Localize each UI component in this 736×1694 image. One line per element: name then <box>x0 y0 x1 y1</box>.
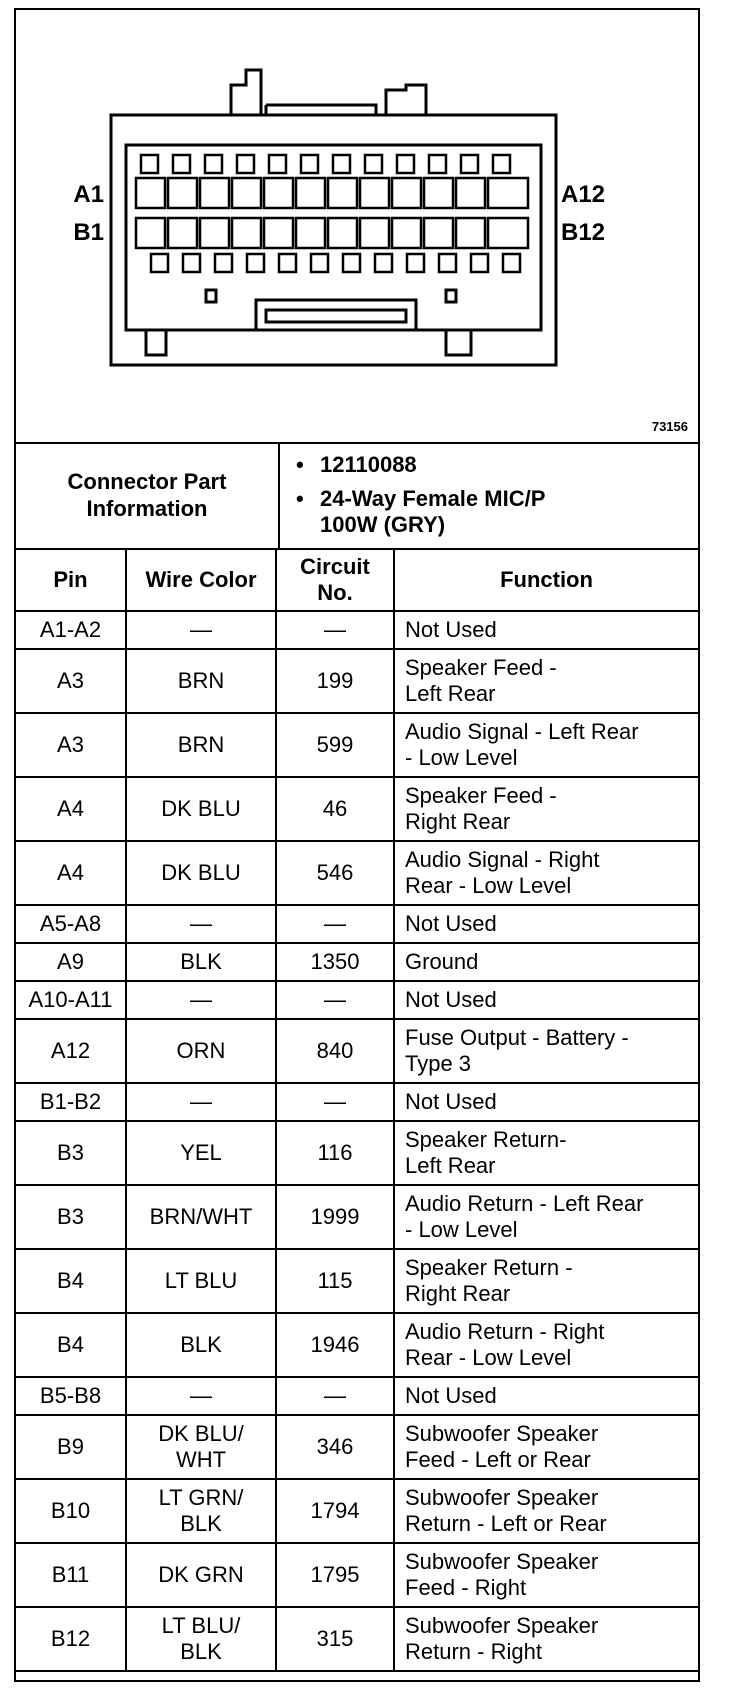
wire-color-cell: — <box>126 611 276 649</box>
pin-label-b12: B12 <box>561 219 606 246</box>
table-row <box>16 1121 698 1185</box>
connector-type: 24-Way Female MIC/P 100W (GRY) <box>320 486 546 537</box>
pin-cell: B4 <box>16 1249 126 1313</box>
table-row <box>16 1019 698 1083</box>
connector-info-label: Connector Part Information <box>16 442 280 548</box>
function-cell: Not Used <box>394 981 698 1019</box>
table-row <box>16 1185 698 1249</box>
wire-color-cell: YEL <box>126 1121 276 1185</box>
function-cell: Audio Return - Right Rear - Low Level <box>394 1313 698 1377</box>
wire-color-cell: LT BLU <box>126 1249 276 1313</box>
table-row <box>16 841 698 905</box>
wire-color-cell: ORN <box>126 1019 276 1083</box>
function-cell: Fuse Output - Battery - Type 3 <box>394 1019 698 1083</box>
function-cell: Subwoofer Speaker Feed - Right <box>394 1543 698 1607</box>
bullet-icon: • <box>296 452 304 477</box>
wire-color-cell: BLK <box>126 943 276 981</box>
circuit-cell: — <box>276 611 394 649</box>
function-cell: Ground <box>394 943 698 981</box>
wire-color-cell: — <box>126 981 276 1019</box>
table-row <box>16 777 698 841</box>
pin-cell: B3 <box>16 1121 126 1185</box>
table-row <box>16 713 698 777</box>
circuit-cell: 546 <box>276 841 394 905</box>
circuit-cell: 1350 <box>276 943 394 981</box>
circuit-cell: 1946 <box>276 1313 394 1377</box>
bullet-icon: • <box>296 486 304 511</box>
circuit-cell: 199 <box>276 649 394 713</box>
table-row <box>16 943 698 981</box>
connector-sheet <box>14 8 700 1682</box>
wire-color-cell: BRN/WHT <box>126 1185 276 1249</box>
circuit-cell: 1999 <box>276 1185 394 1249</box>
connector-info-list <box>280 442 698 548</box>
wire-color-cell: DK BLU <box>126 841 276 905</box>
table-row <box>16 1083 698 1121</box>
circuit-cell: — <box>276 981 394 1019</box>
table-row <box>16 611 698 649</box>
header-wire-color: Wire Color <box>126 549 276 611</box>
header-function: Function <box>394 549 698 611</box>
pin-cell: A10-A11 <box>16 981 126 1019</box>
wire-color-cell: BRN <box>126 713 276 777</box>
figure-number: 73156 <box>651 419 688 434</box>
table-row <box>16 981 698 1019</box>
pin-cell: A3 <box>16 649 126 713</box>
function-cell: Subwoofer Speaker Feed - Left or Rear <box>394 1415 698 1479</box>
circuit-cell: 346 <box>276 1415 394 1479</box>
function-cell: Not Used <box>394 611 698 649</box>
function-cell: Speaker Return- Left Rear <box>394 1121 698 1185</box>
wire-color-cell: BLK <box>126 1313 276 1377</box>
wire-color-cell: BRN <box>126 649 276 713</box>
circuit-cell: — <box>276 1377 394 1415</box>
function-cell: Speaker Return - Right Rear <box>394 1249 698 1313</box>
table-row <box>16 1313 698 1377</box>
table-row <box>16 1377 698 1415</box>
function-cell: Audio Return - Left Rear - Low Level <box>394 1185 698 1249</box>
wire-color-cell: LT BLU/ BLK <box>126 1607 276 1671</box>
function-cell: Not Used <box>394 1377 698 1415</box>
wire-color-cell: — <box>126 905 276 943</box>
wire-color-cell: — <box>126 1377 276 1415</box>
pin-cell: B3 <box>16 1185 126 1249</box>
table-row <box>16 649 698 713</box>
header-pin: Pin <box>16 549 126 611</box>
circuit-cell: 315 <box>276 1607 394 1671</box>
circuit-cell: 599 <box>276 713 394 777</box>
part-number: 12110088 <box>320 452 417 477</box>
connector-part-information <box>16 442 698 550</box>
pin-cell: B9 <box>16 1415 126 1479</box>
wire-color-cell: — <box>126 1083 276 1121</box>
pin-cell: A1-A2 <box>16 611 126 649</box>
table-row <box>16 1479 698 1543</box>
circuit-cell: 1794 <box>276 1479 394 1543</box>
pin-cell: B4 <box>16 1313 126 1377</box>
pin-cell: B1-B2 <box>16 1083 126 1121</box>
pinout-header-row <box>16 549 698 611</box>
circuit-cell: 840 <box>276 1019 394 1083</box>
pin-cell: B11 <box>16 1543 126 1607</box>
pin-cell: A3 <box>16 713 126 777</box>
wire-color-cell: DK BLU/ WHT <box>126 1415 276 1479</box>
circuit-cell: 46 <box>276 777 394 841</box>
connector-diagram <box>16 10 698 444</box>
table-row <box>16 905 698 943</box>
connector-face-drawing <box>16 10 698 442</box>
table-row <box>16 1249 698 1313</box>
pin-label-b1: B1 <box>73 219 104 246</box>
pin-cell: B5-B8 <box>16 1377 126 1415</box>
table-row <box>16 1415 698 1479</box>
circuit-cell: 1795 <box>276 1543 394 1607</box>
function-cell: Audio Signal - Right Rear - Low Level <box>394 841 698 905</box>
pin-label-a1: A1 <box>73 181 104 208</box>
circuit-cell: — <box>276 1083 394 1121</box>
circuit-cell: 116 <box>276 1121 394 1185</box>
wire-color-cell: DK BLU <box>126 777 276 841</box>
circuit-cell: 115 <box>276 1249 394 1313</box>
pin-label-a12: A12 <box>561 181 606 208</box>
wire-color-cell: LT GRN/ BLK <box>126 1479 276 1543</box>
function-cell: Subwoofer Speaker Return - Left or Rear <box>394 1479 698 1543</box>
function-cell: Subwoofer Speaker Return - Right <box>394 1607 698 1671</box>
function-cell: Speaker Feed - Left Rear <box>394 649 698 713</box>
pin-cell: A9 <box>16 943 126 981</box>
function-cell: Speaker Feed - Right Rear <box>394 777 698 841</box>
pin-cell: A4 <box>16 841 126 905</box>
pinout-table <box>16 548 698 1672</box>
pin-cell: B12 <box>16 1607 126 1671</box>
function-cell: Audio Signal - Left Rear - Low Level <box>394 713 698 777</box>
function-cell: Not Used <box>394 905 698 943</box>
pin-cell: A5-A8 <box>16 905 126 943</box>
circuit-cell: — <box>276 905 394 943</box>
pin-cell: A12 <box>16 1019 126 1083</box>
wire-color-cell: DK GRN <box>126 1543 276 1607</box>
pin-cell: B10 <box>16 1479 126 1543</box>
function-cell: Not Used <box>394 1083 698 1121</box>
table-row <box>16 1543 698 1607</box>
table-row <box>16 1607 698 1671</box>
pin-cell: A4 <box>16 777 126 841</box>
header-circuit-no: Circuit No. <box>276 549 394 611</box>
